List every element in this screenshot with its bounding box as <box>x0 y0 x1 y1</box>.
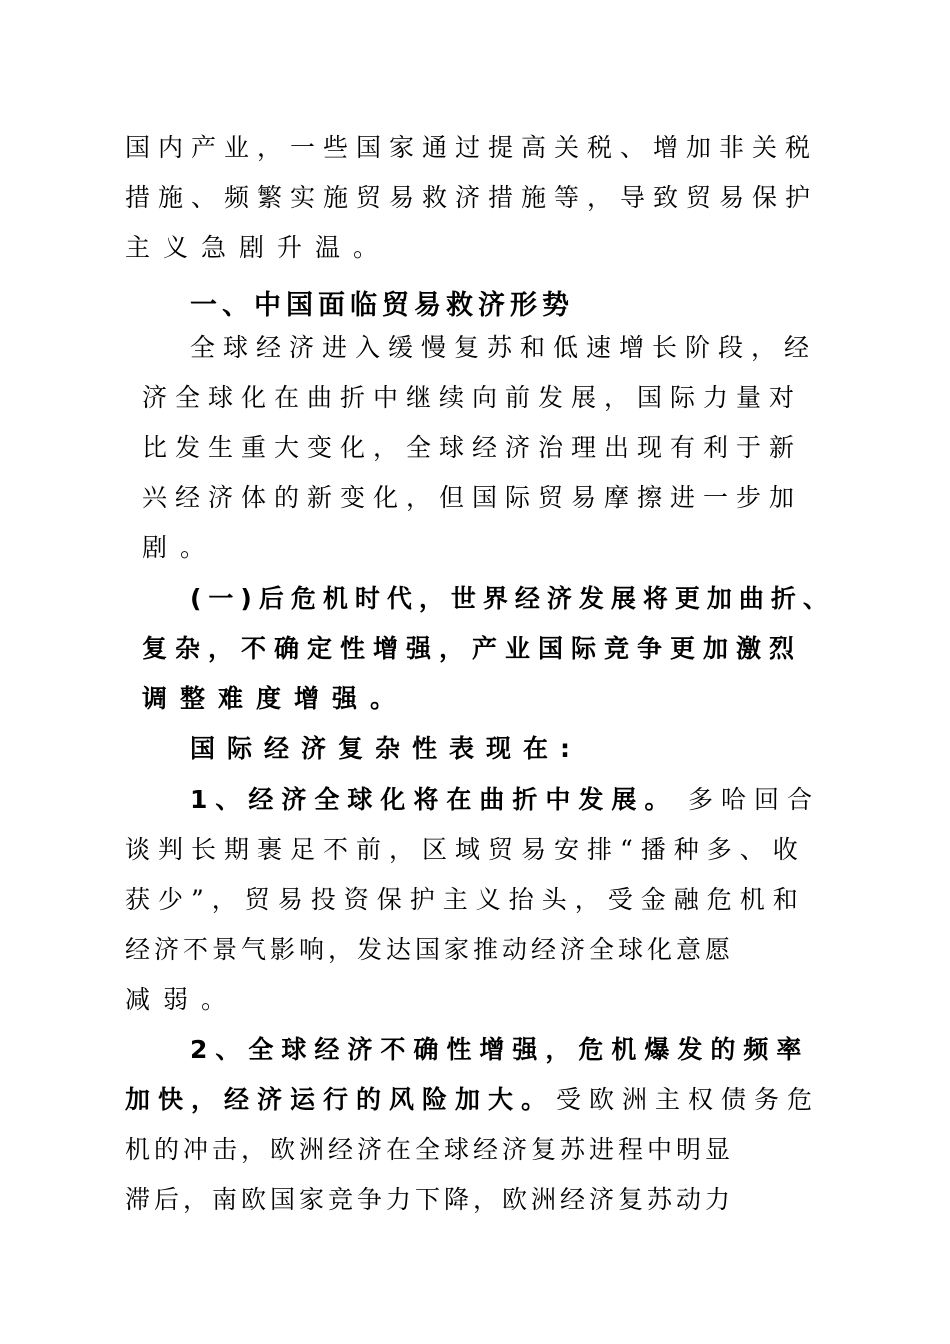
point2-line2-rest: 受欧洲主权债务危 <box>555 1085 820 1114</box>
body-text-line <box>190 332 820 364</box>
point1-bold: 1、经济全球化将在曲折中发展。 <box>190 785 678 814</box>
point1-line1-rest: 多哈回合 <box>687 785 820 814</box>
point1-line5: 减弱。 <box>125 985 240 1014</box>
body-text-line <box>125 1134 820 1166</box>
body-text-line <box>125 182 820 214</box>
point1-line4: 经济不景气影响，发达国家推动经济全球化意愿 <box>125 935 735 964</box>
subheading1-line1: (一)后危机时代，世界经济发展将更加曲折、 <box>190 584 835 613</box>
body-text-line <box>142 432 820 464</box>
subheading-line <box>142 633 820 665</box>
subheading-line <box>190 583 840 615</box>
para2-line2: 济全球化在曲折中继续向前发展，国际力量对 <box>142 383 803 412</box>
body-text-line <box>125 984 820 1016</box>
para1-line3: 主义急剧升温。 <box>125 233 392 262</box>
point2-line4: 滞后，南欧国家竞争力下降，欧洲经济复苏动力 <box>125 1185 735 1214</box>
body-text-line <box>125 1184 820 1216</box>
body-text-line <box>125 232 820 264</box>
para2-line5: 剧。 <box>142 533 219 562</box>
point2-bold-line1: 2、全球经济不确性增强，危机爆发的频率 <box>190 1035 810 1064</box>
body-text-line <box>125 834 820 866</box>
point2-heading-line <box>190 1034 820 1066</box>
body-text-line <box>125 1084 820 1116</box>
para2-line3: 比发生重大变化，全球经济治理出现有利于新 <box>142 433 803 462</box>
para1-line1: 国内产业，一些国家通过提高关税、增加非关税 <box>125 133 819 162</box>
body-text-line <box>125 884 820 916</box>
body-text-line <box>142 382 820 414</box>
intro-text: 国际经济复杂性表现在: <box>190 734 582 763</box>
section-heading: 一、中国面临贸易救济形势 <box>190 290 574 321</box>
subheading1-line2: 复杂，不确定性增强，产业国际竞争更加激烈 <box>142 634 803 663</box>
body-text-line <box>125 934 820 966</box>
para2-line4: 兴经济体的新变化，但国际贸易摩擦进一步加 <box>142 483 803 512</box>
body-text-line <box>142 482 820 514</box>
para1-line2: 措施、频繁实施贸易救济措施等，导致贸易保护 <box>125 183 819 212</box>
body-text-line <box>190 784 820 816</box>
intro-line <box>190 733 590 765</box>
point1-line2: 谈判长期裹足不前，区域贸易安排“播种多、收 <box>125 835 806 864</box>
point2-line3: 机的冲击，欧洲经济在全球经济复苏进程中明显 <box>125 1135 735 1164</box>
point1-line3: 获少”，贸易投资保护主义抬头，受金融危机和 <box>125 885 806 914</box>
body-text-line <box>142 532 820 564</box>
point2-bold-line2: 加快，经济运行的风险加大。 <box>125 1085 555 1114</box>
para2-line1: 全球经济进入缓慢复苏和低速增长阶段，经 <box>190 333 818 362</box>
body-text-line <box>125 132 820 164</box>
subheading-line <box>142 683 820 715</box>
subheading1-line3: 调整难度增强。 <box>142 684 409 713</box>
